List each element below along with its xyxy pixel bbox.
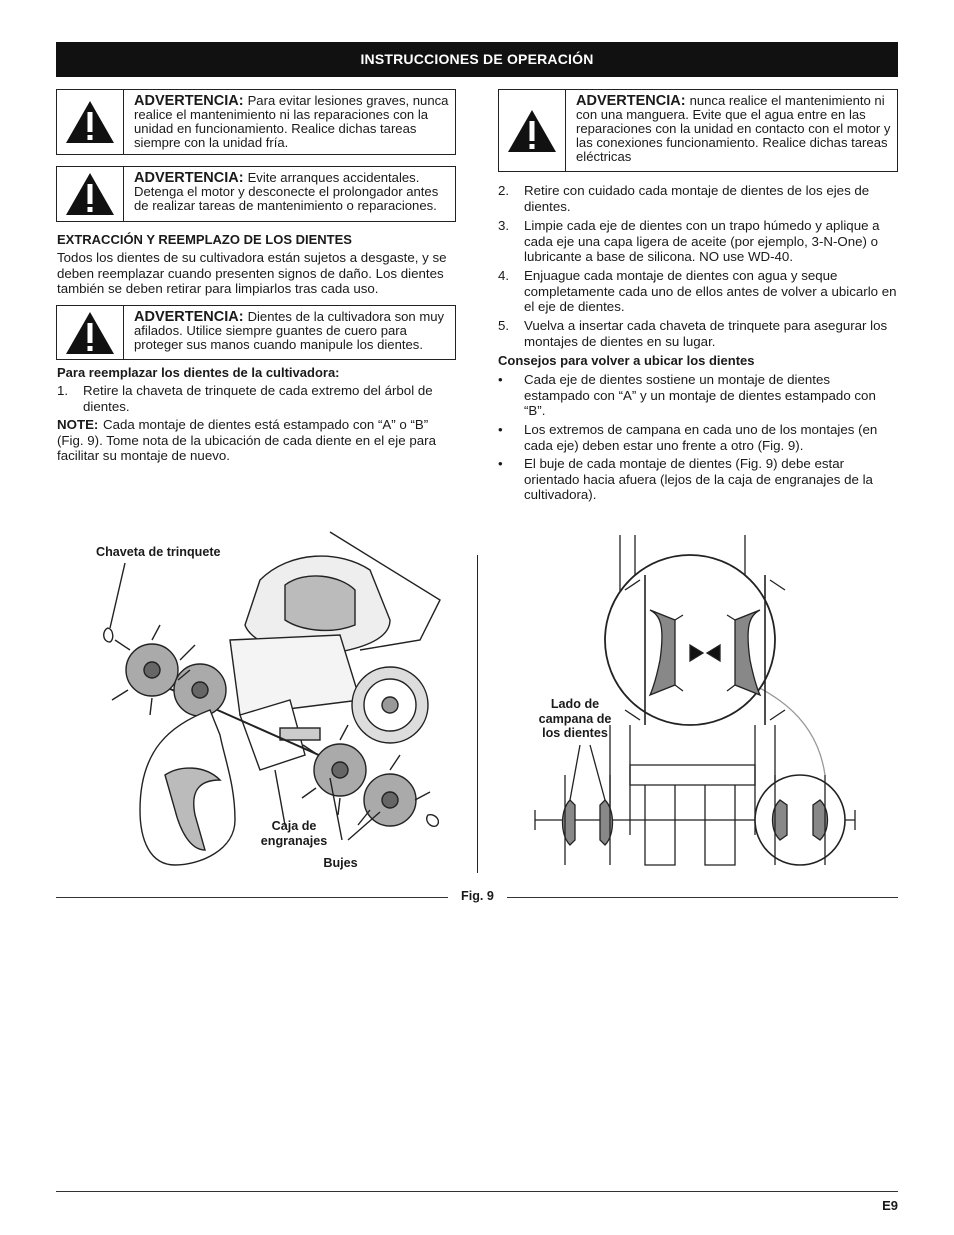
warning-triangle-icon <box>57 167 124 221</box>
warning-box-4 <box>498 89 898 172</box>
caption-rule-right <box>507 897 898 898</box>
page-number: E9 <box>882 1198 898 1213</box>
bullet-item <box>498 372 898 420</box>
warning-triangle-icon <box>499 90 566 171</box>
warning-text: nunca realice el mantenimiento ni con una manguera. Evite que el agua entre en las reparaciones con la unidad en contacto con el motor y las conexiones funcionamiento. Realice dichas tareas eléctricas <box>576 93 891 164</box>
warning-triangle-icon <box>57 90 124 154</box>
label-caja: Caja de engranajes <box>260 819 328 848</box>
list-text: Vuelva a insertar cada chaveta de trinquete para asegurar los montajes de dientes en su lugar. <box>524 318 888 349</box>
footer-rule <box>56 1191 898 1192</box>
list-text: Retire la chaveta de trinquete de cada extremo del árbol de dientes. <box>83 383 433 414</box>
figure-caption: Fig. 9 <box>461 889 494 903</box>
figure-divider <box>477 555 478 873</box>
list-item <box>498 318 898 350</box>
warning-triangle-icon <box>57 306 124 359</box>
warning-text: Evite arranques accidentales. Detenga el motor y desconecte el prolongador antes de realizar tareas de mantenimiento o reparaciones. <box>134 170 439 213</box>
tips-title: Consejos para volver a ubicar los dientes <box>498 353 755 368</box>
list-text: Limpie cada eje de dientes con un trapo húmedo y aplique a cada eje una capa ligera de aceite (por ejemplo, 3-N-One) o lubricante a base de silicona. NO use WD-40. <box>524 218 880 264</box>
sub-title: Para reemplazar los dientes de la cultivadora: <box>57 365 340 380</box>
bullet-icon: • <box>498 422 503 437</box>
list-number: 3. <box>498 218 510 233</box>
list-number: 2. <box>498 183 510 198</box>
note-label: NOTE: <box>57 417 99 432</box>
bullet-item <box>498 456 898 504</box>
label-chaveta: Chaveta de trinquete <box>96 545 221 559</box>
bullet-item <box>498 422 898 454</box>
warning-label: ADVERTENCIA: <box>134 309 244 325</box>
section-title: EXTRACCIÓN Y REEMPLAZO DE LOS DIENTES <box>57 232 352 247</box>
bullet-icon: • <box>498 456 503 471</box>
section-header-title: INSTRUCCIONES DE OPERACIÓN <box>360 51 594 67</box>
warning-text: Para evitar lesiones graves, nunca realice el mantenimiento ni las reparaciones con la unidad en funcionamiento. Realice dichas tareas siempre con la unidad fría. <box>134 93 449 150</box>
warning-box-3 <box>56 305 456 360</box>
warning-label: ADVERTENCIA: <box>134 93 244 109</box>
list-text: Retire con cuidado cada montaje de dientes de los ejes de dientes. <box>524 183 870 214</box>
label-bujes: Bujes <box>323 856 358 870</box>
bullet-text: Los extremos de campana en cada uno de los montajes (en cada eje) deben estar uno frente a otro (Fig. 9). <box>524 422 878 453</box>
list-item <box>498 183 898 215</box>
list-item <box>498 218 898 266</box>
bullet-text: El buje de cada montaje de dientes (Fig. 9) debe estar orientado hacia afuera (lejos de la caja de engranajes de la cultivadora). <box>524 456 873 502</box>
section-header <box>56 42 898 77</box>
bullet-icon: • <box>498 372 503 387</box>
list-number: 5. <box>498 318 510 333</box>
note-text: Cada montaje de dientes está estampado con “A” o “B” (Fig. 9). Tome nota de la ubicación de cada diente en el eje para facilitar su montaje de nuevo. <box>57 417 436 463</box>
list-item <box>57 383 447 415</box>
list-number: 1. <box>57 383 69 398</box>
list-number: 4. <box>498 268 510 283</box>
label-lado: Lado de campana de los dientes <box>538 697 612 740</box>
note <box>57 417 447 465</box>
list-item <box>498 268 898 316</box>
warning-box-1 <box>56 89 456 155</box>
warning-label: ADVERTENCIA: <box>576 93 686 109</box>
warning-label: ADVERTENCIA: <box>134 170 244 186</box>
intro-paragraph: Todos los dientes de su cultivadora están sujetos a desgaste, y se deben reemplazar cuando presenten signos de daño. Los dientes también se deben retirar para limpiarlos tras cada uso. <box>57 250 447 296</box>
caption-rule-left <box>56 897 448 898</box>
warning-text: Dientes de la cultivadora son muy afilados. Utilice siempre guantes de cuero para proteger sus manos cuando manipule los dientes. <box>134 309 445 352</box>
bullet-text: Cada eje de dientes sostiene un montaje de dientes estampado con “A” y un montaje de dientes estampado con “B”. <box>524 372 876 418</box>
list-text: Enjuague cada montaje de dientes con agua y seque completamente cada uno de ellos antes de volver a ubicarlo en el eje de dientes. <box>524 268 897 314</box>
warning-box-2 <box>56 166 456 222</box>
